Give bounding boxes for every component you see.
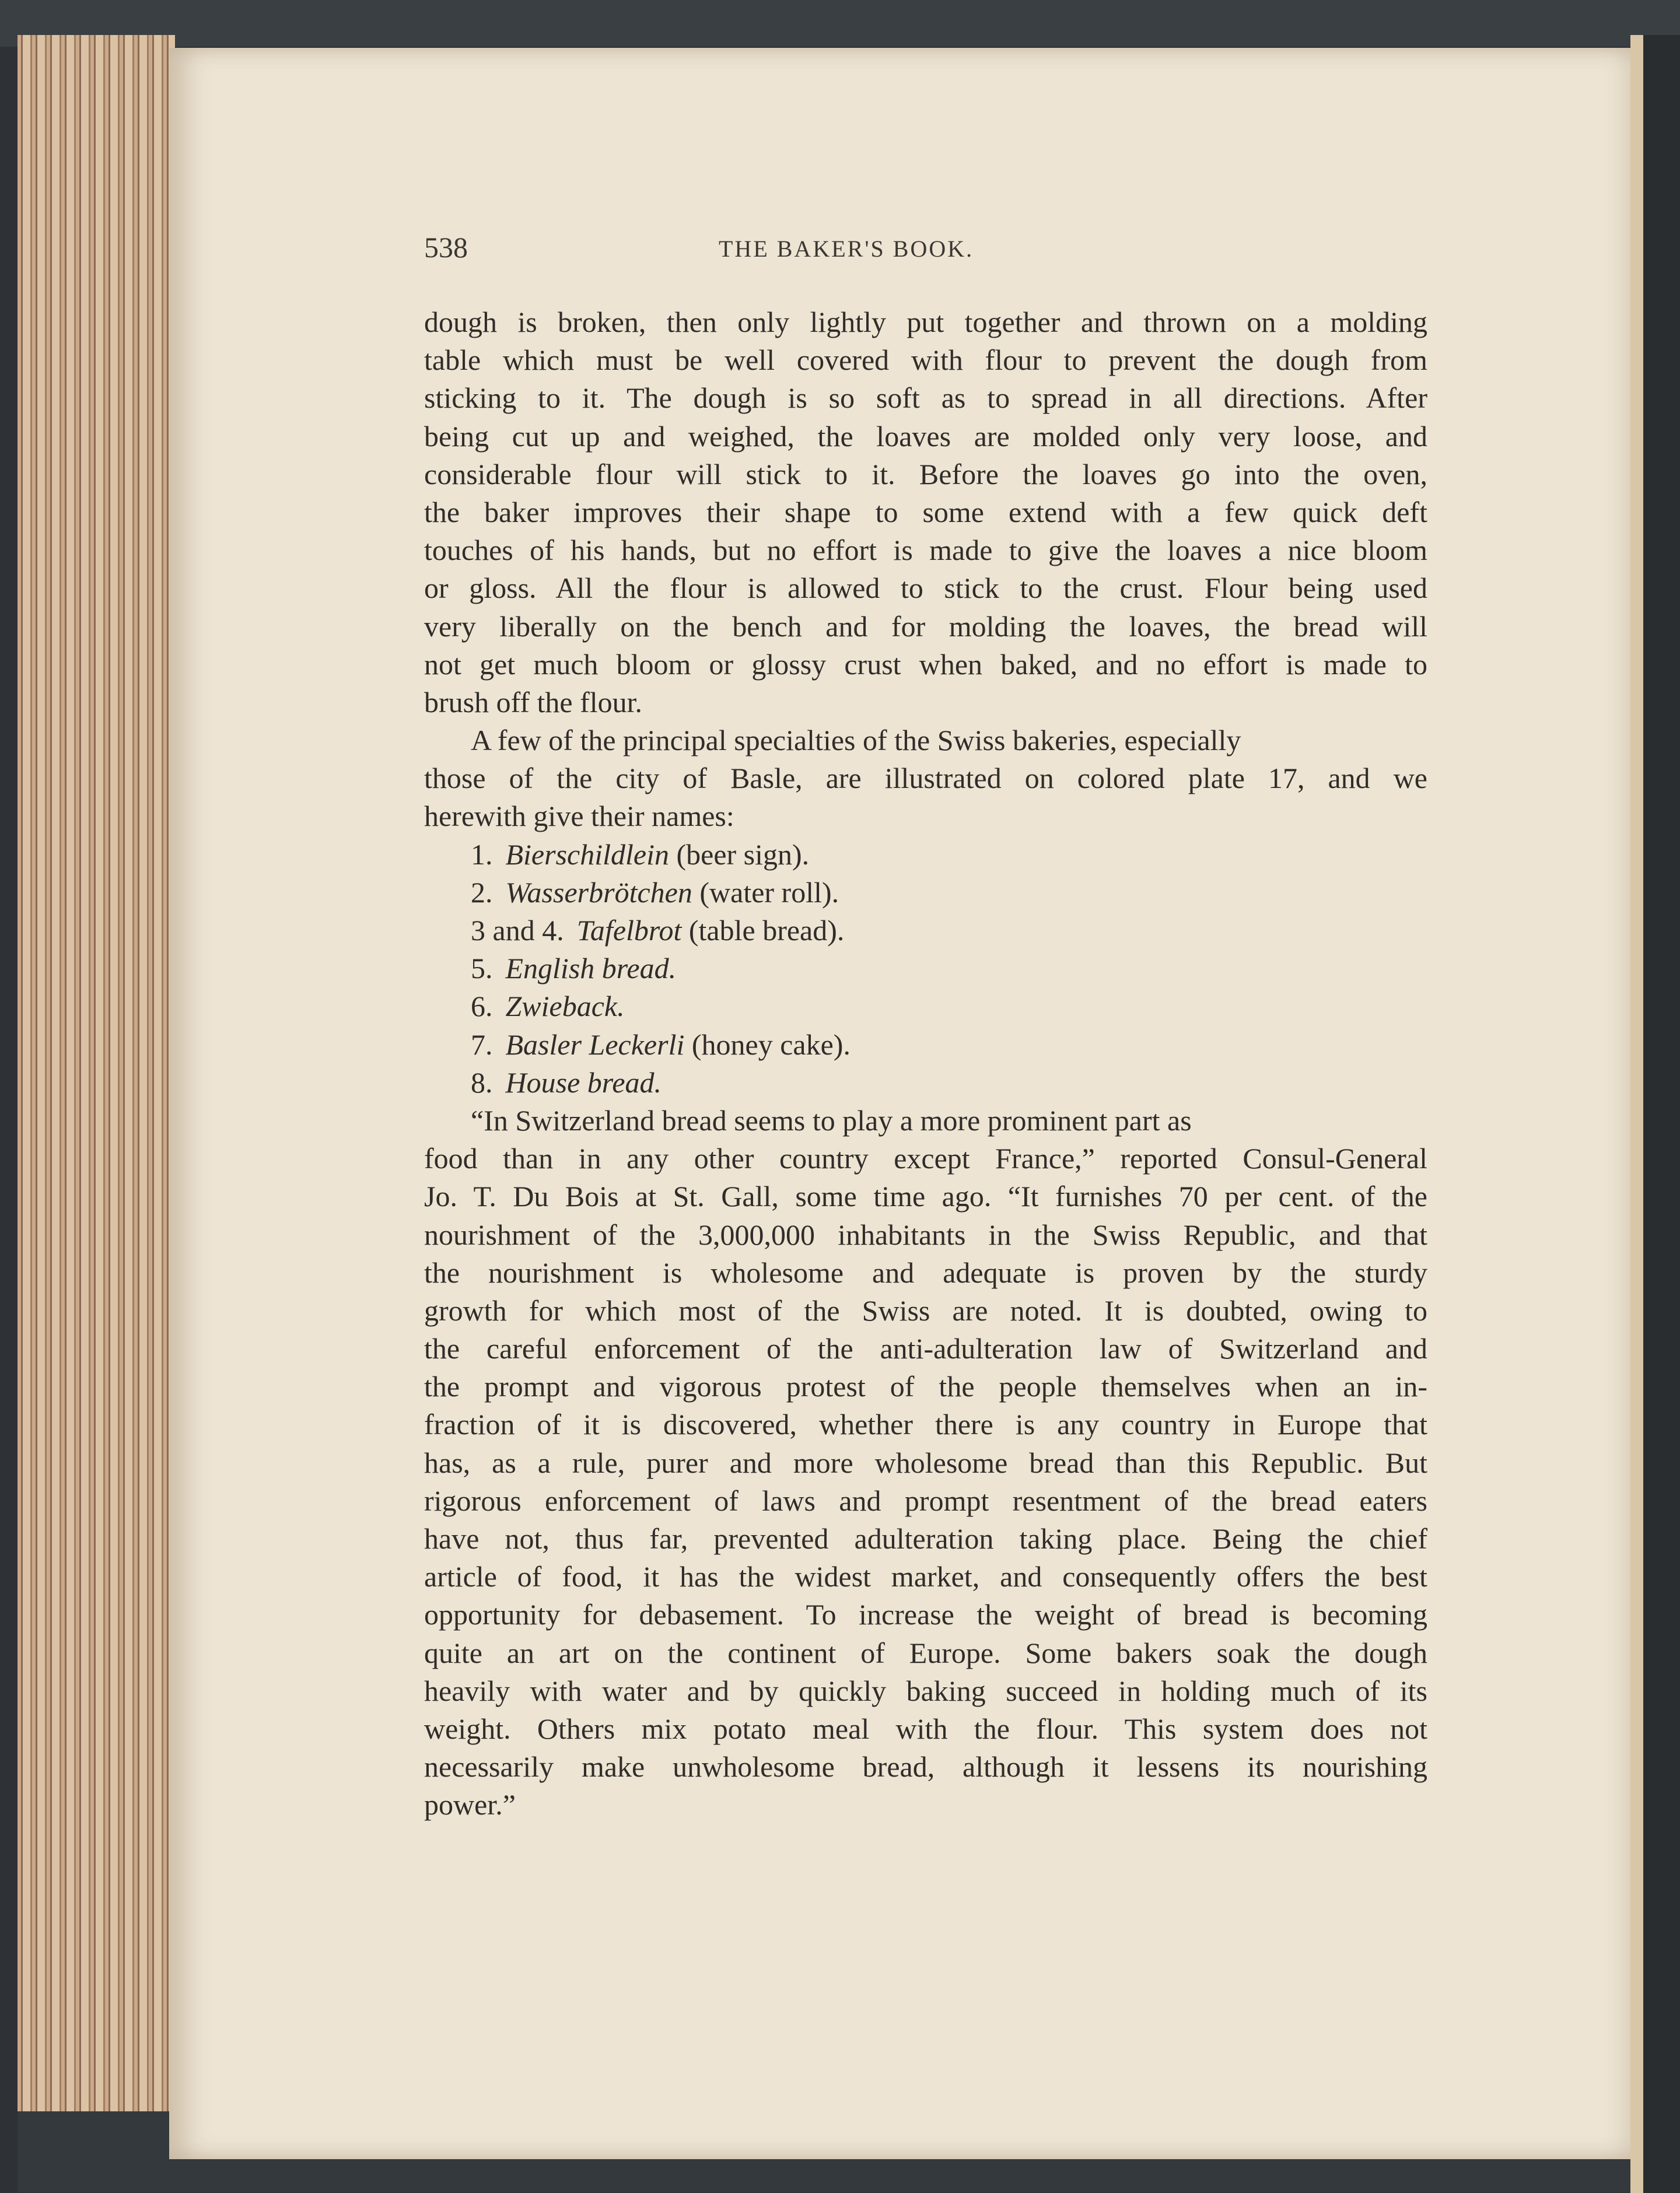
text-line: fraction of it is discovered, whether there is any country in Europe that [424, 1408, 1427, 1441]
paragraph-3 [424, 1102, 1427, 1824]
text-line: the baker improves their shape to some extend with a few quick deft [424, 495, 1427, 528]
running-title: THE BAKER'S BOOK. [719, 236, 974, 262]
text-line: dough is broken, then only lightly put together and thrown on a molding [424, 306, 1427, 338]
list-number: 8. [471, 1066, 493, 1099]
list-number: 1. [471, 838, 493, 871]
list-number: 7. [471, 1028, 493, 1061]
text-line: very liberally on the bench and for molding the loaves, the bread will [424, 609, 1427, 643]
paragraph-2 [424, 721, 1427, 836]
facing-page-edge [1630, 35, 1643, 2193]
list-item [424, 1064, 1427, 1102]
text-line: considerable flour will stick to it. Before the loaves go into the oven, [424, 457, 1427, 491]
text-line: has, as a rule, purer and more wholesome bread than this Republic. But [424, 1446, 1427, 1479]
text-line: touches of his hands, but no effort is made to give the loaves a nice bloom [424, 534, 1427, 567]
text-line: power.” [424, 1788, 516, 1821]
text-line: A few of the principal specialties of the Swiss bakeries, especially [471, 724, 1241, 757]
bread-name: Wasserbrötchen [505, 875, 692, 909]
bread-name: Bierschildlein [505, 838, 669, 871]
list-item [424, 912, 1427, 950]
text-line: Jo. T. Du Bois at St. Gall, some time ago. “It furnishes 70 per cent. of the [424, 1180, 1427, 1213]
text-line: heavily with water and by quickly baking succeed in holding much of its [424, 1674, 1427, 1707]
text-line: “In Switzerland bread seems to play a more prominent part as [471, 1103, 1192, 1137]
bread-name: English bread. [505, 952, 677, 985]
bread-gloss: (honey cake). [691, 1028, 850, 1061]
paragraph-1 [424, 303, 1427, 721]
text-line: opportunity for debasement. To increase the weight of bread is becoming [424, 1598, 1427, 1631]
text-line: necessarily make unwholesome bread, although it lessens its nourishing [424, 1750, 1427, 1784]
specialties-list [424, 836, 1427, 1102]
bread-name: Tafelbrot [576, 914, 682, 947]
page-header [424, 230, 1427, 271]
text-line: being cut up and weighed, the loaves are molded only very loose, and [424, 419, 1427, 453]
list-item [424, 987, 1427, 1025]
book-cover-top [0, 0, 1680, 47]
text-line: sticking to it. The dough is so soft as to spread in all directions. After [424, 381, 1427, 415]
text-line: food than in any other country except France,” reported Consul-General [424, 1142, 1427, 1175]
text-line: rigorous enforcement of laws and prompt resentment of the bread eaters [424, 1484, 1427, 1517]
bread-gloss: (water roll). [699, 875, 839, 909]
bread-gloss: (beer sign). [676, 838, 810, 871]
bread-name: Basler Leckerli [505, 1028, 685, 1061]
text-line: those of the city of Basle, are illustrated on colored plate 17, and we [424, 762, 1427, 795]
text-line: herewith give their names: [424, 800, 734, 833]
text-line: have not, thus far, prevented adulteration taking place. Being the chief [424, 1522, 1427, 1555]
text-line: quite an art on the continent of Europe. Some bakers soak the dough [424, 1636, 1427, 1669]
list-item [424, 874, 1427, 912]
page-body [424, 303, 1427, 1824]
list-item [424, 950, 1427, 987]
text-line: weight. Others mix potato meal with the flour. This system does not [424, 1712, 1427, 1745]
page-edges [18, 35, 175, 2129]
list-number: 3 and 4. [471, 914, 564, 947]
text-line: growth for which most of the Swiss are noted. It is doubted, owing to [424, 1294, 1427, 1327]
text-line: the prompt and vigorous protest of the people themselves when an in- [424, 1370, 1427, 1403]
text-line: nourishment of the 3,000,000 inhabitants in the Swiss Republic, and that [424, 1218, 1427, 1251]
text-line: article of food, it has the widest market, and consequently offers the best [424, 1560, 1427, 1593]
bread-name: Zwieback. [505, 990, 625, 1023]
text-line: not get much bloom or glossy crust when baked, and no effort is made to [424, 647, 1427, 681]
list-number: 5. [471, 952, 493, 985]
list-item [424, 1026, 1427, 1064]
bread-name: House bread. [505, 1066, 662, 1099]
text-line: or gloss. All the flour is allowed to stick to the crust. Flour being used [424, 572, 1427, 605]
list-number: 2. [471, 875, 493, 909]
book-binding-right [1630, 35, 1680, 2193]
text-line: the careful enforcement of the anti-adulteration law of Switzerland and [424, 1332, 1427, 1365]
list-number: 6. [471, 990, 493, 1023]
bread-gloss: (table bread). [688, 914, 845, 947]
page-number: 538 [424, 231, 468, 264]
list-item [424, 836, 1427, 874]
text-line: the nourishment is wholesome and adequate is proven by the sturdy [424, 1256, 1427, 1289]
text-line: brush off the flour. [424, 685, 643, 719]
text-line: table which must be well covered with flour to prevent the dough from [424, 344, 1427, 377]
